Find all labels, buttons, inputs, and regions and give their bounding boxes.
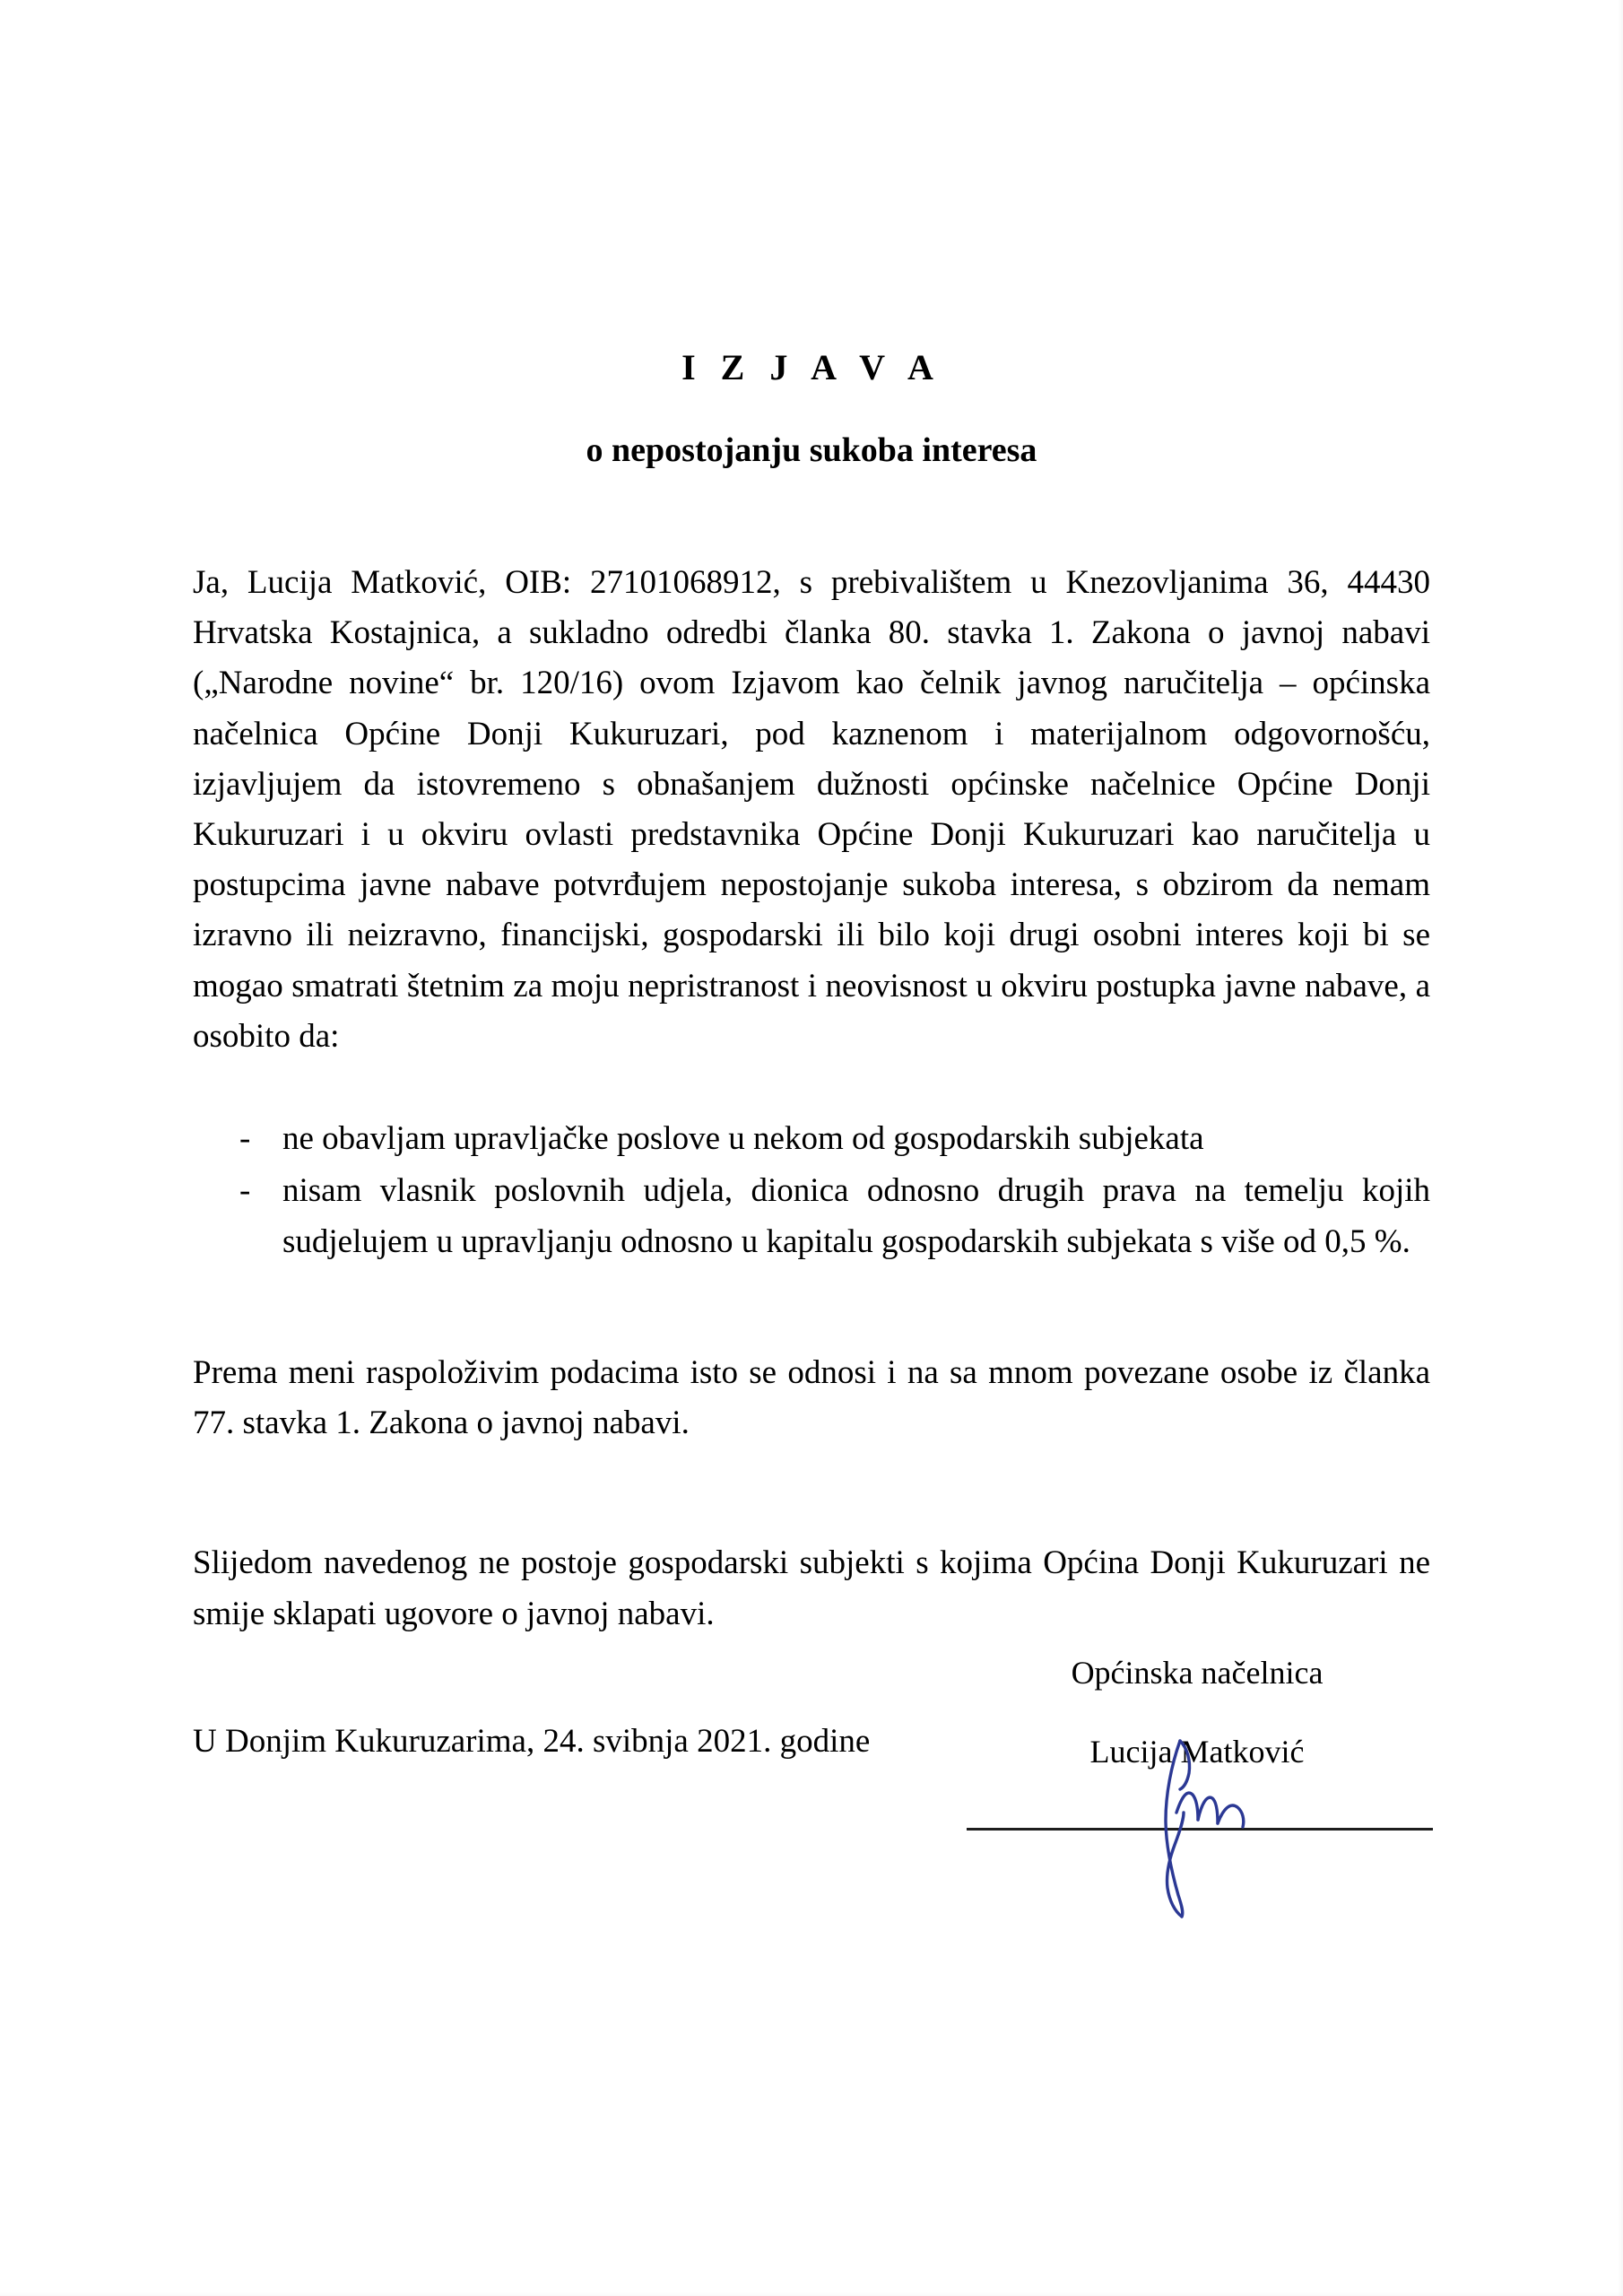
claim-text: nisam vlasnik poslovnih udjela, dionica odnosno drugih prava na temelju kojih sudjelujem u upravljanju odnosno u kapitalu gospodarskih subjekata s više od 0,5 %. <box>282 1172 1430 1260</box>
signatory-role: Općinska načelnica <box>1071 1655 1324 1691</box>
list-dash-marker: - <box>239 1172 251 1210</box>
list-item <box>193 1166 1430 1266</box>
conclusion-paragraph: Slijedom navedenog ne postoje gospodarski subjekti s kojima Općina Donji Kukuruzari ne smije sklapati ugovore o javnoj nabavi. <box>193 1544 1430 1632</box>
claims-list <box>193 1062 1430 1267</box>
document-title: I Z J A V A <box>681 347 942 387</box>
place-and-date: U Donjim Kukuruzarima, 24. svibnja 2021. godine <box>193 1722 871 1760</box>
intro-paragraph: Ja, Lucija Matković, OIB: 27101068912, s prebivalištem u Knezovljanima 36, 44430 Hrvatska Kostajnica, a sukladno odredbi članka 80. stavka 1. Zakona o javnoj nabavi („Narodne novine“ br. 120/16) ovom Izjavom kao čelnik javnog naručitelja – općinska načelnica Općine Donji Kukuruzari, pod kaznenom i materijalnom odgovornošću, izjavljujem da istovremeno s obnašanjem dužnosti općinske načelnice Općine Donji Kukuruzari i u okviru ovlasti predstavnika Općine Donji Kukuruzari kao naručitelja u postupcima javne nabave potvrđujem nepostojanje sukoba interesa, s obzirom da nemam izravno ili neizravno, financijski, gospodarski ili bilo koji drugi osobni interes koji bi se mogao smatrati štetnim za moju nepristranost i neovisnost u okviru postupka javne nabave, a osobito da: <box>193 563 1430 1055</box>
scan-edge-bottom <box>0 2292 1623 2296</box>
list-item <box>193 1114 1430 1164</box>
scan-edge-right <box>1618 0 1623 2296</box>
document-content <box>193 0 1430 1767</box>
document-subtitle: o nepostojanju sukoba interesa <box>586 431 1037 469</box>
signatory-name: Lucija Matković <box>1089 1734 1305 1770</box>
claim-text: ne obavljam upravljačke poslove u nekom od gospodarskih subjekata <box>282 1120 1204 1158</box>
signature-block <box>946 1650 1448 1775</box>
related-persons-paragraph: Prema meni raspoloživim podacima isto se odnosi i na sa mnom povezane osobe iz članka 77. stavka 1. Zakona o javnoj nabavi. <box>193 1353 1430 1442</box>
signature-line <box>967 1828 1433 1831</box>
list-dash-marker: - <box>239 1120 251 1158</box>
